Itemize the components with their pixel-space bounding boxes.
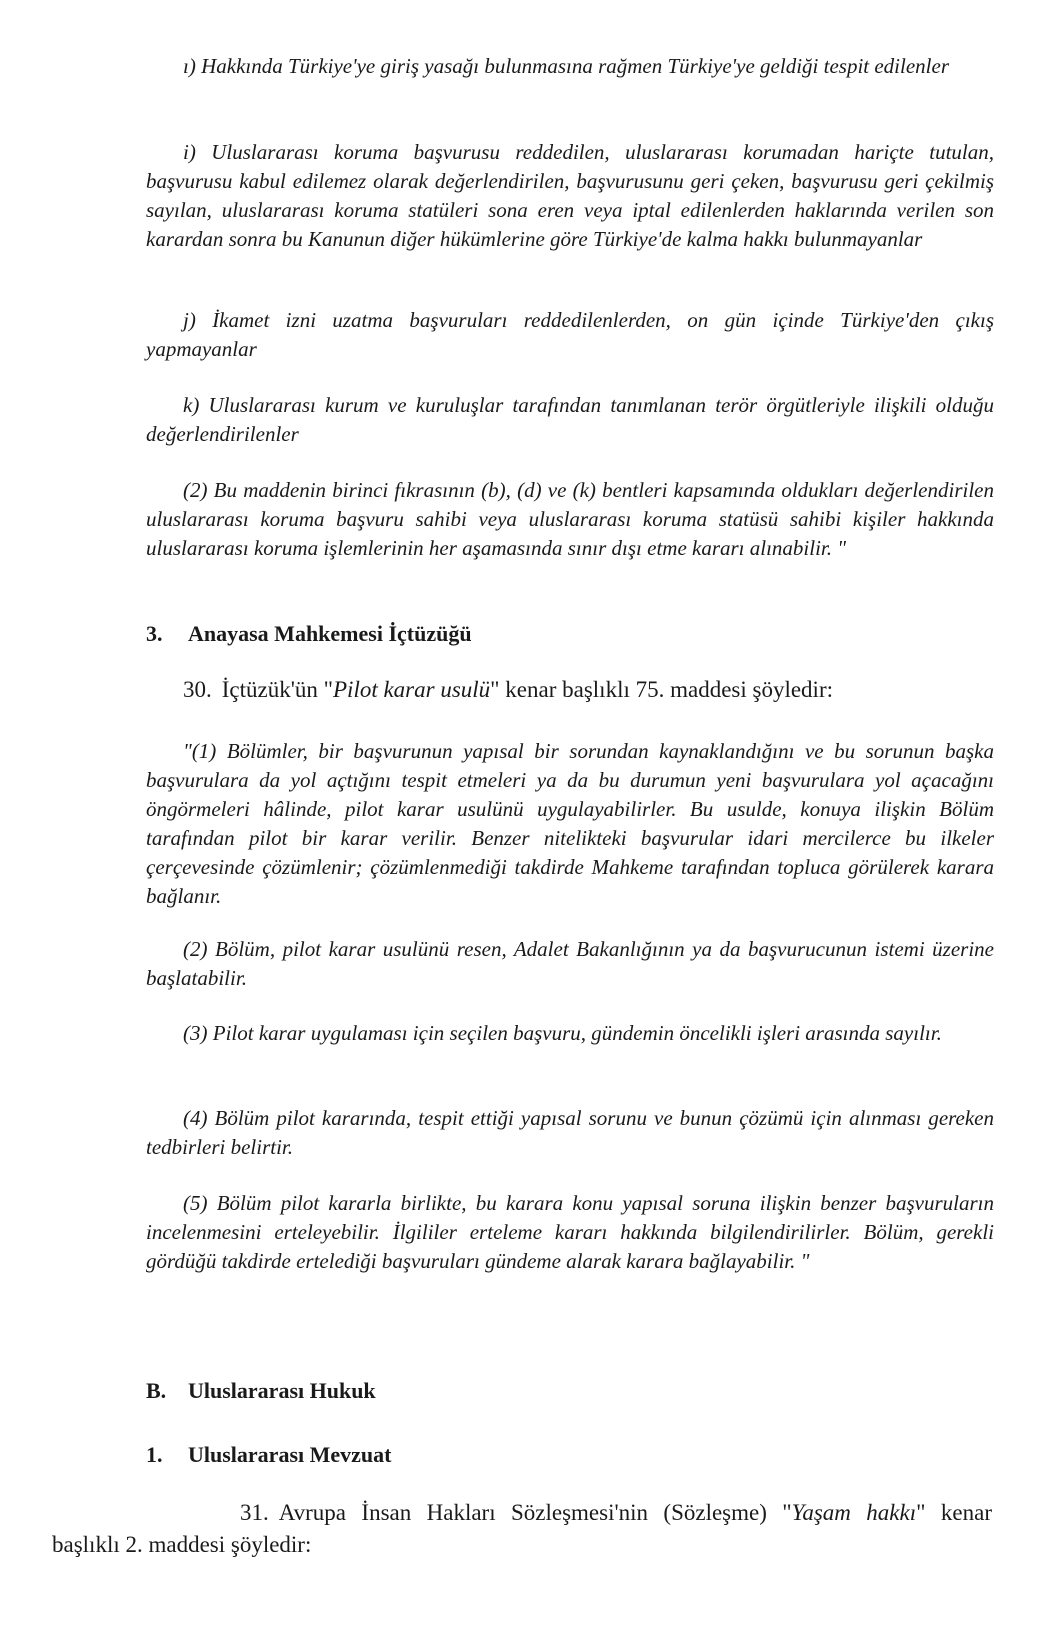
paragraph-30 [183,674,1003,706]
rules-paragraph-3 [146,1019,994,1048]
rules-paragraph-2 [146,935,994,993]
law-item-k [146,391,994,449]
paragraph-30-text-after: " kenar başlıklı 75. maddesi şöyledir: [490,677,833,702]
rules-paragraph-5-text: (5) Bölüm pilot kararla birlikte, bu karara konu yapısal soruna ilişkin benzer başvuruların incelenmesini erteleyebilir. İlgililer erteleme kararı hakkında bilgilendirilirler. Bölüm, gerekli gördüğü takdirde ertelediği başvuruları gündeme alarak karara bağlayabilir. " [146,1191,994,1273]
rules-paragraph-5 [146,1189,994,1276]
rules-paragraph-2-text: (2) Bölüm, pilot karar usulünü resen, Adalet Bakanlığının ya da başvurucunun istemi üzerine başlatabilir. [146,937,994,990]
paragraph-31-text-before: Avrupa İnsan Hakları Sözleşmesi'nin (Sözleşme) " [278,1500,792,1525]
paragraph-30-text-before: İçtüzük'ün " [221,677,333,702]
law-paragraph-2 [146,476,994,563]
section-3-title: Anayasa Mahkemesi İçtüzüğü [188,621,472,646]
law-item-i-text: i) Uluslararası koruma başvurusu reddedilen, uluslararası korumadan hariçte tutulan, başvurusu kabul edilemez olarak değerlendirilen, başvurusunu geri çeken, başvurusu geri çekilmiş sayılan, uluslararası koruma statüleri sona eren veya iptal edilenlerden haklarında verilen son karardan sonra bu Kanunun diğer hükümlerine göre Türkiye'de kalma hakkı bulunmayanlar [146,140,994,251]
rules-paragraph-1-text: "(1) Bölümler, bir başvurunun yapısal bir sorundan kaynaklandığını ve bu sorunun başka başvurulara da yol açtığını tespit etmeleri ya da bu durumun yeni başvurulara yol açacağını öngörmeleri hâlinde, pilot karar usulünü uygulayabilirler. Bu usulde, konuya ilişkin Bölüm tarafından pilot bir karar verilir. Benzer nitelikteki başvurular idari mercilerce bu ilkeler çerçevesinde çözümlenir; çözümlenmediği takdirde Mahkeme tarafından topluca görülerek karara bağlanır. [146,739,994,908]
law-paragraph-2-text: (2) Bu maddenin birinci fıkrasının (b), (d) ve (k) bentleri kapsamında oldukları değerlendirilen uluslararası koruma başvuru sahibi veya uluslararası koruma statüsü sahibi kişiler hakkında uluslararası koruma işlemlerinin her aşamasında sınır dışı etme kararı alınabilir. " [146,478,994,560]
rules-paragraph-3-text: (3) Pilot karar uygulaması için seçilen başvuru, gündemin öncelikli işleri arasında sayılır. [183,1021,942,1045]
law-item-j [146,306,994,364]
section-b-title: Uluslararası Hukuk [188,1378,376,1403]
law-item-i-dotless-text: ı) Hakkında Türkiye'ye giriş yasağı bulunmasına rağmen Türkiye'ye geldiği tespit edilenler [183,54,949,78]
law-item-i [146,138,994,254]
paragraph-31-number: 31. [240,1500,269,1525]
rules-paragraph-4 [146,1104,994,1162]
section-1-number: 1. [146,1442,163,1467]
law-item-k-text: k) Uluslararası kurum ve kuruluşlar tarafından tanımlanan terör örgütleriyle ilişkili olduğu değerlendirilenler [146,393,994,446]
rules-paragraph-1 [146,737,994,911]
section-1-title: Uluslararası Mevzuat [188,1442,392,1467]
law-item-j-text: j) İkamet izni uzatma başvuruları reddedilenlerden, on gün içinde Türkiye'den çıkış yapmayanlar [146,308,994,361]
rules-paragraph-4-text: (4) Bölüm pilot kararında, tespit ettiği yapısal sorunu ve bunun çözümü için alınması gereken tedbirleri belirtir. [146,1106,994,1159]
paragraph-31-italic-title: Yaşam hakkı [791,1500,917,1525]
law-item-i-dotless [146,52,994,81]
paragraph-31 [52,1497,992,1561]
section-1-heading [146,1441,391,1469]
section-3-heading [146,620,472,648]
paragraph-30-italic-title: Pilot karar usulü [333,677,491,702]
paragraph-30-number: 30. [183,677,212,702]
section-b-heading [146,1377,376,1405]
section-b-number: B. [146,1378,167,1403]
paragraph-31-text-after: " kenar başlıklı 2. maddesi şöyledir: [52,1500,992,1557]
section-3-number: 3. [146,621,163,646]
